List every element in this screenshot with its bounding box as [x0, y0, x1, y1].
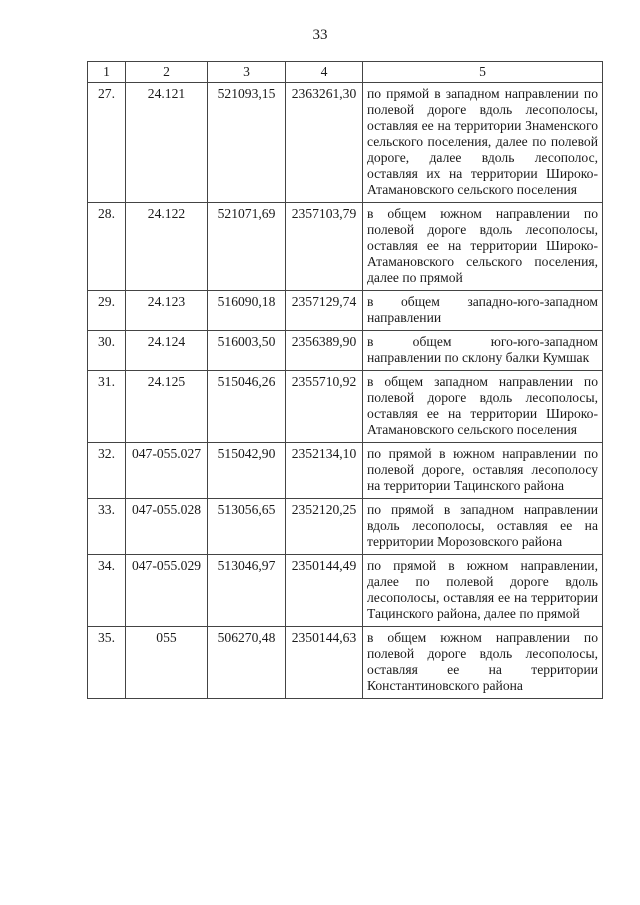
table-row [88, 203, 603, 291]
coord-x: 516090,18 [208, 291, 286, 331]
coord-y: 2352120,25 [286, 499, 363, 555]
coord-x: 515046,26 [208, 371, 286, 443]
coord-y: 2355710,92 [286, 371, 363, 443]
point-id: 047-055.029 [126, 555, 208, 627]
table-header-row [88, 62, 603, 83]
table-row [88, 499, 603, 555]
header-col-3: 3 [208, 62, 286, 83]
coord-x: 513046,97 [208, 555, 286, 627]
coord-y: 2352134,10 [286, 443, 363, 499]
header-col-1: 1 [88, 62, 126, 83]
boundary-description: по прямой в южном направлении, далее по полевой дороге вдоль лесополосы, оставляя ее на территории Тацинского района, далее по прямой [363, 555, 603, 627]
boundary-description: по прямой в южном направлении по полевой дороге, оставляя лесополосу на территории Тацинского района [363, 443, 603, 499]
boundary-description: в общем южном направлении по полевой дороге вдоль лесополосы, оставляя ее на территории Широко-Атамановского сельского поселения, далее по прямой [363, 203, 603, 291]
point-id: 24.123 [126, 291, 208, 331]
page-number: 33 [312, 27, 328, 43]
coord-y: 2356389,90 [286, 331, 363, 371]
boundary-description: по прямой в западном направлении вдоль лесополосы, оставляя ее на территории Морозовского района [363, 499, 603, 555]
point-id: 047-055.027 [126, 443, 208, 499]
coord-x: 513056,65 [208, 499, 286, 555]
boundary-description: в общем юго-юго-западном направлении по склону балки Кумшак [363, 331, 603, 371]
coord-y: 2350144,63 [286, 627, 363, 699]
table-row [88, 443, 603, 499]
coord-y: 2357103,79 [286, 203, 363, 291]
header-col-2: 2 [126, 62, 208, 83]
row-number: 34. [88, 555, 126, 627]
boundary-description: по прямой в западном направлении по полевой дороге вдоль лесополосы, оставляя ее на территории Знаменского сельского поселения, далее по полевой дороге, далее вдоль лесополос, оставляя их на территории Широко-Атамановского сельского поселения [363, 83, 603, 203]
coord-y: 2350144,49 [286, 555, 363, 627]
coord-y: 2363261,30 [286, 83, 363, 203]
coord-x: 521093,15 [208, 83, 286, 203]
point-id: 055 [126, 627, 208, 699]
row-number: 33. [88, 499, 126, 555]
table-row [88, 331, 603, 371]
coord-x: 515042,90 [208, 443, 286, 499]
row-number: 31. [88, 371, 126, 443]
boundary-description: в общем западно-юго-западном направлении [363, 291, 603, 331]
coord-x: 521071,69 [208, 203, 286, 291]
coord-x: 516003,50 [208, 331, 286, 371]
boundary-table [87, 61, 603, 699]
boundary-description: в общем южном направлении по полевой дороге вдоль лесополосы, оставляя ее на территории Константиновского района [363, 627, 603, 699]
table-row [88, 371, 603, 443]
row-number: 32. [88, 443, 126, 499]
point-id: 24.125 [126, 371, 208, 443]
header-col-4: 4 [286, 62, 363, 83]
coord-x: 506270,48 [208, 627, 286, 699]
point-id: 24.124 [126, 331, 208, 371]
header-col-5: 5 [363, 62, 603, 83]
table-row [88, 291, 603, 331]
table-row [88, 627, 603, 699]
row-number: 28. [88, 203, 126, 291]
table-row [88, 83, 603, 203]
row-number: 35. [88, 627, 126, 699]
boundary-description: в общем западном направлении по полевой дороге вдоль лесополосы, оставляя ее на территории Широко-Атамановского сельского поселения [363, 371, 603, 443]
point-id: 24.122 [126, 203, 208, 291]
row-number: 27. [88, 83, 126, 203]
row-number: 29. [88, 291, 126, 331]
row-number: 30. [88, 331, 126, 371]
table-row [88, 555, 603, 627]
point-id: 047-055.028 [126, 499, 208, 555]
coord-y: 2357129,74 [286, 291, 363, 331]
point-id: 24.121 [126, 83, 208, 203]
